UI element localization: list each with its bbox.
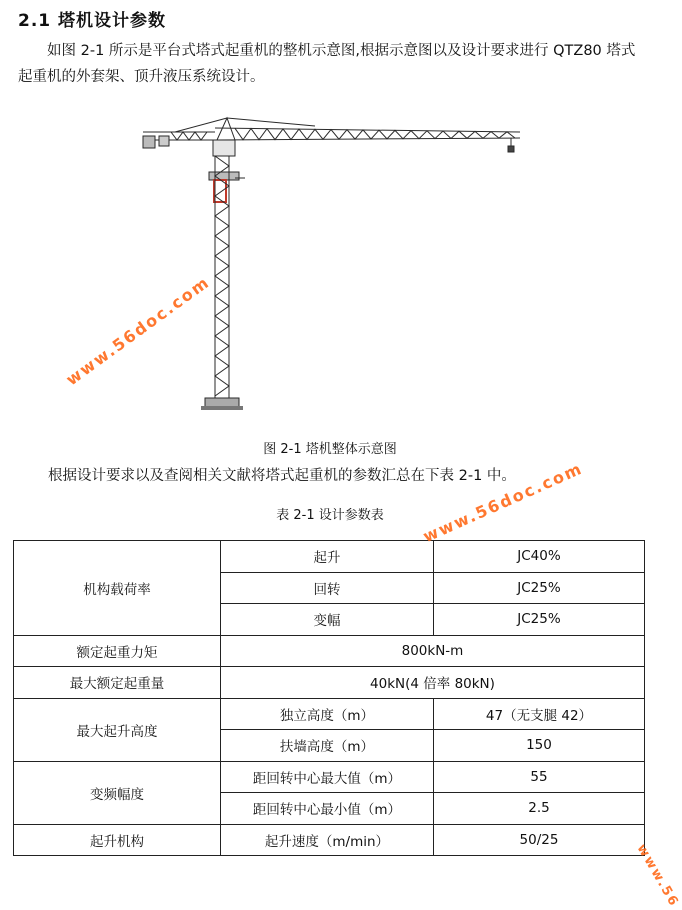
tower-crane-figure — [135, 112, 525, 417]
table-row — [14, 667, 645, 699]
param-value: JC25% — [433, 572, 644, 604]
param-name: 扶墙高度（m） — [220, 730, 433, 762]
design-parameters-table — [13, 540, 645, 856]
table-row — [14, 541, 645, 573]
row-label-lift-height: 最大起升高度 — [14, 698, 221, 761]
param-value: JC40% — [433, 541, 644, 573]
param-value: JC25% — [433, 604, 644, 636]
param-value: 50/25 — [433, 824, 644, 856]
param-name: 独立高度（m） — [220, 698, 433, 730]
slewing-section — [209, 140, 245, 202]
intro-paragraph: 如图 2-1 所示是平台式塔式起重机的整机示意图,根据示意图以及设计要求进行 QTZ80 塔式起重机的外套架、顶升液压系统设计。 — [18, 43, 636, 85]
table-row — [14, 761, 645, 793]
jib — [215, 128, 520, 140]
row-label-load-rate: 机构载荷率 — [14, 541, 221, 636]
row-label-hoist-mechanism: 起升机构 — [14, 824, 221, 856]
watermark: www.56doc.com — [62, 272, 214, 390]
row-label-rated-moment: 额定起重力矩 — [14, 635, 221, 667]
table-caption: 表 2-1 设计参数表 — [276, 508, 384, 523]
table-row — [14, 824, 645, 856]
param-value: 800kN-m — [220, 635, 644, 667]
table-row — [14, 635, 645, 667]
watermark: www.56doc.com — [420, 458, 586, 547]
param-name: 距回转中心最小值（m） — [220, 793, 433, 825]
counter-jib — [143, 132, 215, 148]
section-heading: 2.1 塔机设计参数 — [18, 11, 167, 31]
param-name: 变幅 — [220, 604, 433, 636]
param-name: 起升 — [220, 541, 433, 573]
watermark: www.56 — [633, 841, 682, 910]
summary-paragraph: 根据设计要求以及查阅相关文献将塔式起重机的参数汇总在下表 2-1 中。 — [48, 468, 516, 484]
figure-caption: 图 2-1 塔机整体示意图 — [263, 442, 397, 457]
param-name: 距回转中心最大值（m） — [220, 761, 433, 793]
param-name: 回转 — [220, 572, 433, 604]
row-label-luffing-range: 变频幅度 — [14, 761, 221, 824]
param-name: 起升速度（m/min） — [220, 824, 433, 856]
tower-crane-illustration — [135, 112, 525, 417]
param-value: 47（无支腿 42） — [433, 698, 644, 730]
param-value: 150 — [433, 730, 644, 762]
row-label-max-load: 最大额定起重量 — [14, 667, 221, 699]
hook — [508, 138, 514, 152]
table-row — [14, 698, 645, 730]
base — [201, 398, 243, 410]
param-value: 40kN(4 倍率 80kN) — [220, 667, 644, 699]
param-value: 55 — [433, 761, 644, 793]
param-value: 2.5 — [433, 793, 644, 825]
